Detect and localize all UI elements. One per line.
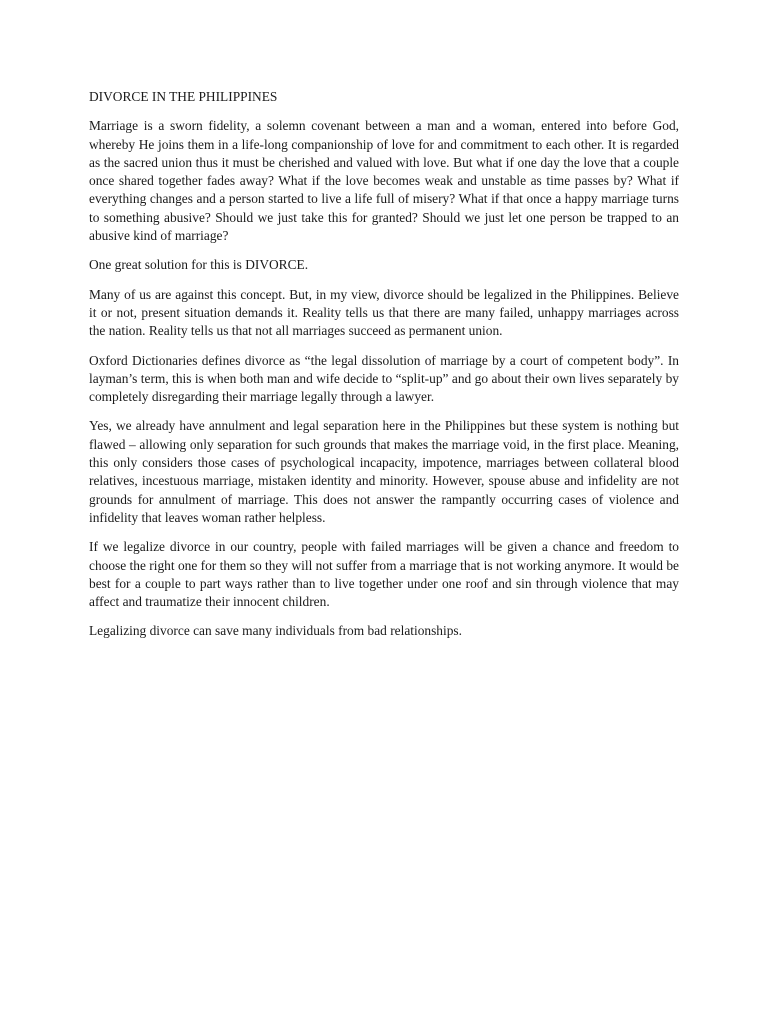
paragraph-legalize: If we legalize divorce in our country, people with failed marriages will be given a chance and freedom to choose the right one for them so they will not suffer from a marriage that is not working anymore. It would be best for a couple to part ways rather than to live together under one roof and sin through violence that may affect and traumatize their innocent children. <box>89 539 679 610</box>
paragraph-solution: One great solution for this is DIVORCE. <box>89 257 309 273</box>
paragraph-marriage-definition: Marriage is a sworn fidelity, a solemn covenant between a man and a woman, entered into before God, whereby He joins them in a life-long companionship of love for and commitment to each other. It is regarded as the sacred union thus it must be cherished and valued with love. But what if one day the love that a couple once shared together fades away? What if the love becomes weak and unstable as time passes by? What if everything changes and a person started to live a life full of misery? What if that once a happy marriage turns to something abusive? Should we just take this for granted? Should we just let one person be trapped to an abusive kind of marriage? <box>89 118 679 244</box>
document-title: DIVORCE IN THE PHILIPPINES <box>89 89 278 104</box>
paragraph-view: Many of us are against this concept. But, in my view, divorce should be legalized in the Philippines. Believe it or not, present situation demands it. Reality tells us that there are many failed, unhappy marriages across the nation. Reality tells us that not all marriages succeed as permanent union. <box>89 286 679 339</box>
paragraph-conclusion: Legalizing divorce can save many individuals from bad relationships. <box>89 623 462 639</box>
paragraph-oxford-definition: Oxford Dictionaries defines divorce as “the legal dissolution of marriage by a court of competent body”. In layman’s term, this is when both man and wife decide to “split-up” and go about their own lives separately by completely disregarding their marriage legally through a lawyer. <box>89 352 679 405</box>
document-page <box>89 88 679 652</box>
paragraph-annulment: Yes, we already have annulment and legal separation here in the Philippines but these system is nothing but flawed – allowing only separation for such grounds that makes the marriage void, in the first place. Meaning, this only considers those cases of psychological incapacity, impotence, marriages between collateral blood relatives, incestuous marriage, mistaken identity and minority. However, spouse abuse and infidelity are not grounds for annulment of marriage. This does not answer the rampantly occurring cases of violence and infidelity that leaves woman rather helpless. <box>89 418 679 525</box>
